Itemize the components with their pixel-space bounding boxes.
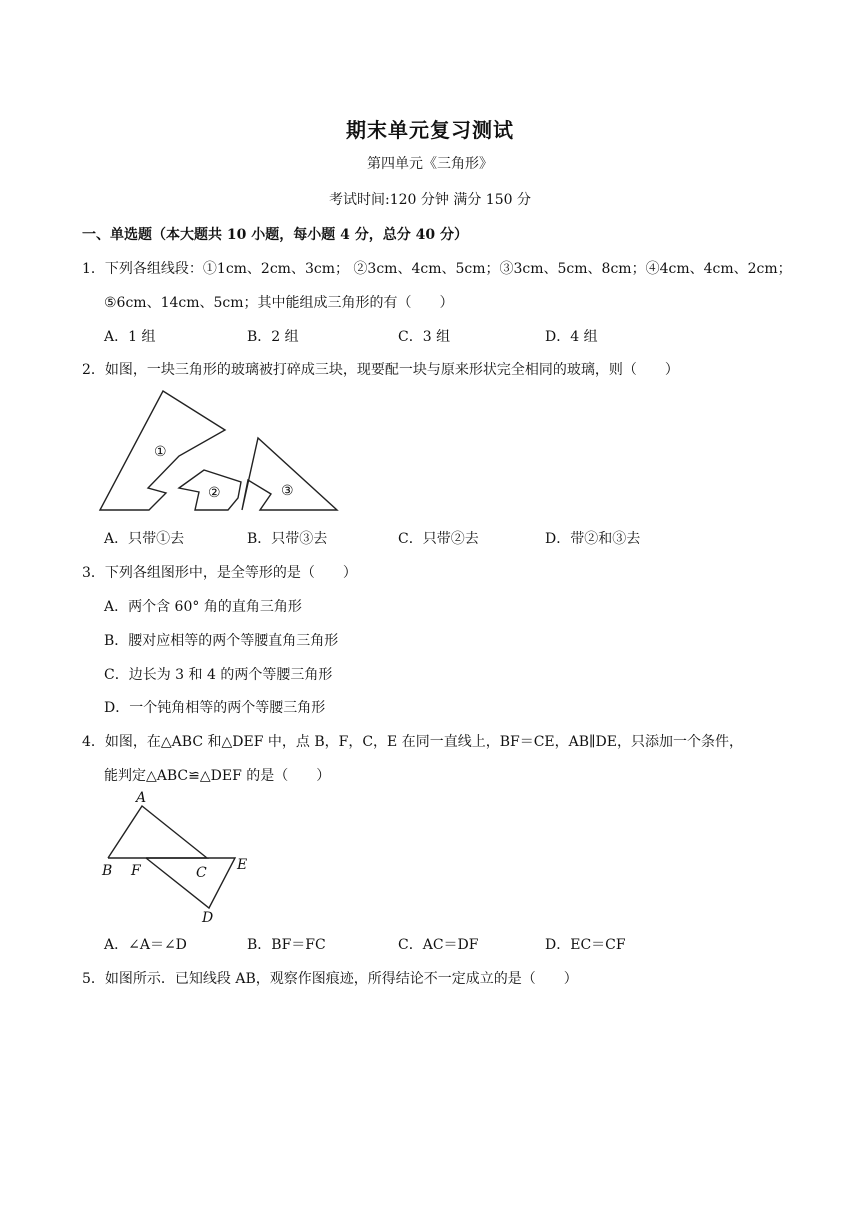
question-3-option-d: D．一个钝角相等的两个等腰三角形 [104,700,326,716]
question-4-option-d: D．EC＝CF [545,937,626,953]
point-label-e: E [237,857,248,873]
question-2-option-b: B．只带③去 [247,531,328,547]
glass-label-2: ② [208,485,221,501]
point-label-d: D [202,910,214,926]
section-heading: 一、单选题（本大题共 10 小题，每小题 4 分，总分 40 分） [82,227,468,243]
question-1-option-a: A．1 组 [104,329,156,345]
question-1-option-d: D．4 组 [545,329,598,345]
question-3-stem: 3．下列各组图形中，是全等形的是（ ） [82,565,357,581]
question-4-option-a: A．∠A＝∠D [104,937,187,953]
question-1-option-b: B．2 组 [247,329,299,345]
question-2-stem: 2．如图，一块三角形的玻璃被打碎成三块，现要配一块与原来形状完全相同的玻璃，则（ ） [82,362,679,378]
question-5-stem: 5．如图所示．已知线段 AB，观察作图痕迹，所得结论不一定成立的是（ ） [82,971,578,987]
triangles-abc-def-figure [96,788,266,928]
question-1-option-c: C．3 组 [398,329,451,345]
question-1-stem-line-1: 1．下列各组线段：①1cm、2cm、3cm； ②3cm、4cm、5cm；③3cm、5cm、8cm；④4cm、4cm、2cm； [82,261,792,277]
question-1-stem-line-2: ⑤6cm、14cm、5cm；其中能组成三角形的有（ ） [104,295,454,311]
glass-label-1: ① [154,444,167,460]
question-3-option-b: B．腰对应相等的两个等腰直角三角形 [104,633,339,649]
question-4-option-b: B．BF＝FC [247,937,326,953]
question-4-option-c: C．AC＝DF [398,937,479,953]
question-2-option-d: D．带②和③去 [545,531,641,547]
question-3-option-c: C．边长为 3 和 4 的两个等腰三角形 [104,667,333,683]
exam-info: 考试时间:120 分钟 满分 150 分 [329,192,531,208]
unit-subtitle: 第四单元《三角形》 [367,156,493,172]
point-label-c: C [196,865,207,881]
point-label-f: F [131,863,141,879]
question-2-option-a: A．只带①去 [104,531,185,547]
question-3-option-a: A．两个含 60° 角的直角三角形 [104,599,302,615]
glass-label-3: ③ [281,483,294,499]
triangle-abc [108,806,207,858]
question-4-stem-line-2: 能判定△ABC≌△DEF 的是（ ） [104,768,331,784]
point-label-a: A [136,790,147,806]
question-4-stem-line-1: 4．如图，在△ABC 和△DEF 中，点 B，F，C，E 在同一直线上，BF＝CE，AB∥DE，只添加一个条件， [82,734,743,750]
page-title: 期末单元复习测试 [346,118,514,142]
broken-glass-figure [96,386,346,516]
triangle-def [146,858,235,908]
glass-piece-3 [242,438,337,510]
point-label-b: B [102,863,113,879]
question-2-option-c: C．只带②去 [398,531,479,547]
